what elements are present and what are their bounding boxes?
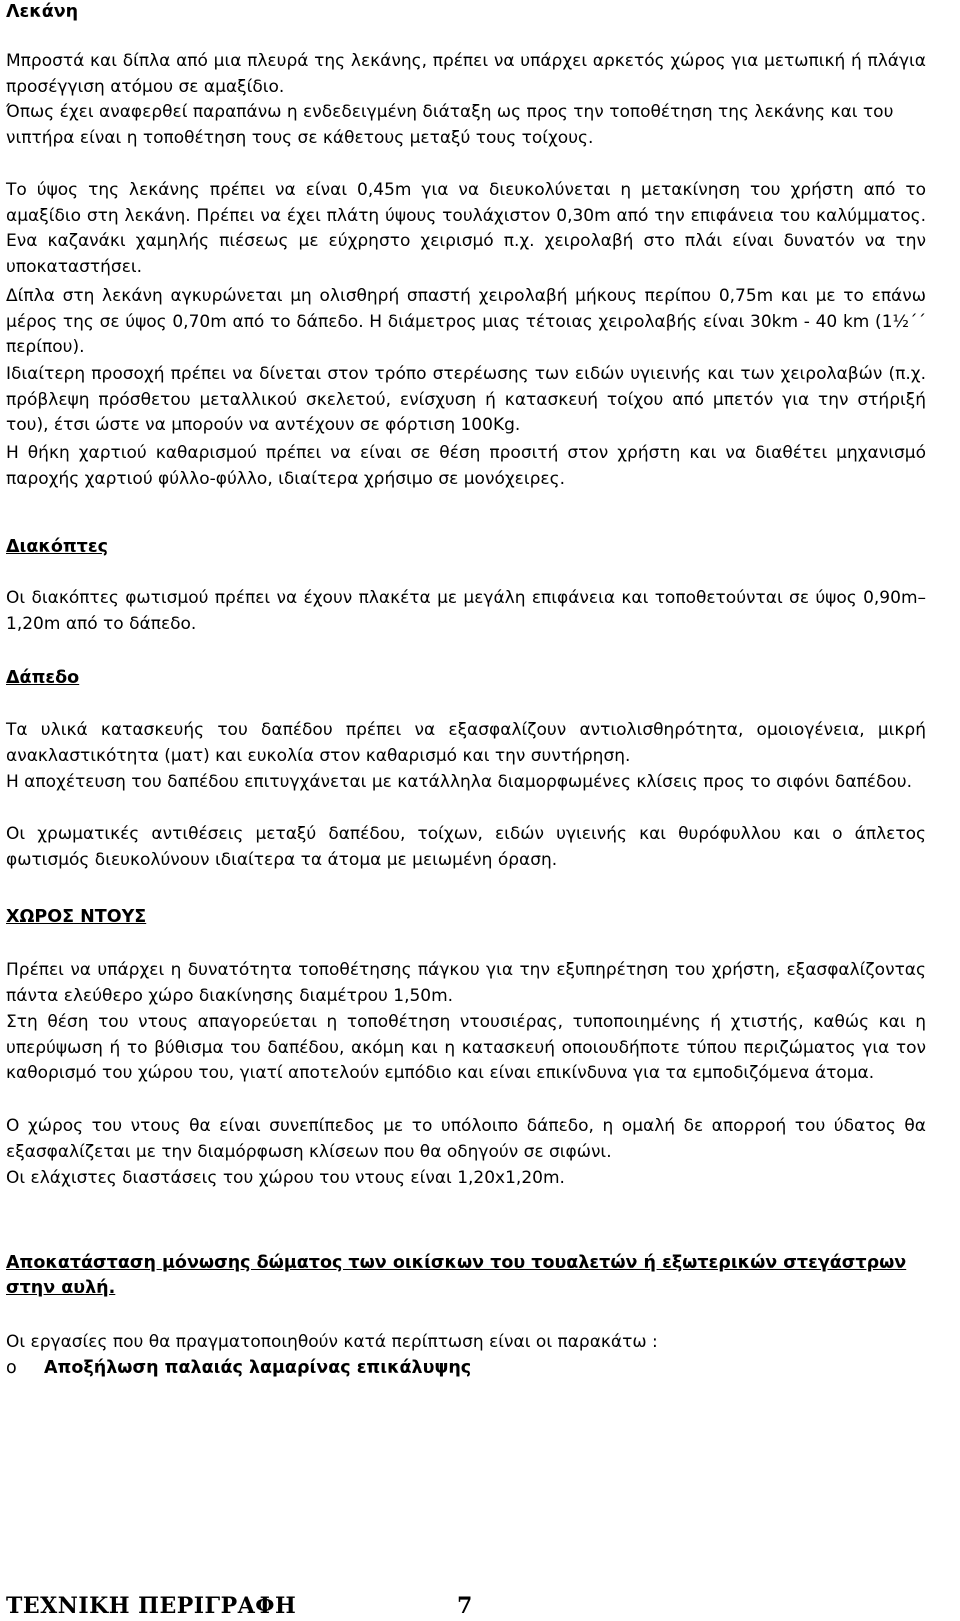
section-title-dapedo (6, 666, 926, 691)
ntous-paragraph-4: Οι ελάχιστες διαστάσεις του χώρου του ντους είναι 1,20x1,20m. (6, 1168, 565, 1188)
apokatastasi-paragraph-1: Οι εργασίες που θα πραγματοποιηθούν κατά περίπτωση είναι οι παρακάτω : (6, 1332, 658, 1352)
lekani-paragraph-5: Ιδιαίτερη προσοχή πρέπει να δίνεται στον τρόπο στερέωσης των ειδών υγιεινής και των χειρολαβών (π.χ. πρόβλεψη πρόσθετου μεταλλικού σκελετού, ενίσχυση ή κατασκευή τοίχου από μπετόν για την στήριξή του), έτσι ώστε να μπορούν να αντέχουν σε φόρτιση 100Kg. (6, 364, 926, 436)
heading: Λεκάνη (6, 2, 79, 22)
ntous-paragraph-3: Ο χώρος του ντους θα είναι συνεπίπεδος με το υπόλοιπο δάπεδο, η ομαλή δε απορροή του ύδατος θα εξασφαλίζεται με την διαμόρφωση κλίσεων που θα οδηγούν σε σιφώνι. (6, 1116, 926, 1162)
heading: ΧΩΡΟΣ ΝΤΟΥΣ (6, 907, 147, 927)
lekani-paragraph-6: Η θήκη χαρτιού καθαρισμού πρέπει να είναι σε θέση προσιτή στον χρήστη και να διαθέτει μηχανισμό παροχής χαρτιού φύλλο-φύλλο, ιδιαίτερα χρήσιμο σε μονόχειρες. (6, 443, 926, 489)
lekani-paragraph-4: Δίπλα στη λεκάνη αγκυρώνεται μη ολισθηρή σπαστή χειρολαβή μήκους περίπου 0,75m και με το επάνω μέρος της σε ύψος 0,70m από το δάπεδο. Η διάμετρος μιας τέτοιας χειρολαβής είναι 30km - 40 km (1½΄΄ περίπου). (6, 286, 926, 358)
page-number: 7 (457, 1593, 473, 1619)
section-title-apokatastasi (6, 1251, 926, 1301)
heading: Δάπεδο (6, 668, 80, 688)
section-title-ntous (6, 905, 926, 930)
lekani-paragraph-2: Όπως έχει αναφερθεί παραπάνω η ενδεδειγμένη διάταξη ως προς την τοποθέτηση της λεκάνης και του νιπτήρα είναι η τοποθέτηση τους σε κάθετους μεταξύ τους τοίχους. (6, 102, 894, 148)
heading: Διακόπτες (6, 537, 108, 557)
bullet-text: Αποξήλωση παλαιάς λαμαρίνας επικάλυψης (44, 1358, 472, 1378)
lekani-paragraph-3: Το ύψος της λεκάνης πρέπει να είναι 0,45m για να διευκολύνεται η μετακίνηση του χρήστη από το αμαξίδιο στη λεκάνη. Πρέπει να έχει πλάτη ύψους τουλάχιστον 0,30m από την επιφάνεια του καλύμματος. Ενα καζανάκι χαμηλής πιέσεως με εύχρηστο χειρισμό π.χ. χειρολαβή στο πλάι είναι δυνατόν να την υποκαταστήσει. (6, 180, 926, 277)
lekani-paragraph-1: Μπροστά και δίπλα από μια πλευρά της λεκάνης, πρέπει να υπάρχει αρκετός χώρος για μετωπική ή πλάγια προσέγγιση ατόμου σε αμαξίδιο. (6, 51, 926, 97)
dapedo-paragraph-3: Οι χρωματικές αντιθέσεις μεταξύ δαπέδου, τοίχων, ειδών υγιεινής και θυρόφυλλου και ο άπλετος φωτισμός διευκολύνουν ιδιαίτερα τα άτομα με μειωμένη όραση. (6, 824, 926, 870)
ntous-paragraph-1: Πρέπει να υπάρχει η δυνατότητα τοποθέτησης πάγκου για την εξυπηρέτηση του χρήστη, εξασφαλίζοντας πάντα ελεύθερο χώρο διακίνησης διαμέτρου 1,50m. (6, 960, 926, 1006)
ntous-paragraph-2: Στη θέση του ντους απαγορεύεται η τοποθέτηση ντουσιέρας, τυποποιημένης ή χτιστής, καθώς και η υπερύψωση ή το βύθισμα του δαπέδου, ακόμη και η κατασκευή οποιουδήποτε τύπου περιζώματος για τον καθορισμό του χώρου του, γιατί αποτελούν εμπόδιο και είναι επικίνδυνα για τα εμποδιζόμενα άτομα. (6, 1012, 926, 1084)
section-title-diakoptes (6, 535, 926, 560)
section-title-lekani (6, 0, 926, 25)
heading: Αποκατάσταση μόνωσης δώματος των οικίσκων του τουαλετών ή εξωτερικών στεγάστρων στην αυλή. (6, 1253, 907, 1298)
footer-label: ΤΕΧΝΙΚΗ ΠΕΡΙΓΡΑΦΗ (6, 1593, 297, 1619)
dapedo-paragraph-2: Η αποχέτευση του δαπέδου επιτυγχάνεται με κατάλληλα διαμορφωμένες κλίσεις προς το σιφόνι δαπέδου. (6, 772, 912, 792)
dapedo-paragraph-1: Τα υλικά κατασκευής του δαπέδου πρέπει να εξασφαλίζουν αντιολισθηρότητα, ομοιογένεια, μικρή ανακλαστικότητα (ματ) και ευκολία στον καθαρισμό και την συντήρηση. (6, 720, 926, 766)
diakoptes-paragraph-1: Οι διακόπτες φωτισμού πρέπει να έχουν πλακέτα με μεγάλη επιφάνεια και τοποθετούνται σε ύψος 0,90m– 1,20m από το δάπεδο. (6, 588, 926, 634)
page-footer (6, 1593, 476, 1619)
bullet-item (6, 1356, 926, 1381)
bullet-marker: o (6, 1358, 17, 1378)
